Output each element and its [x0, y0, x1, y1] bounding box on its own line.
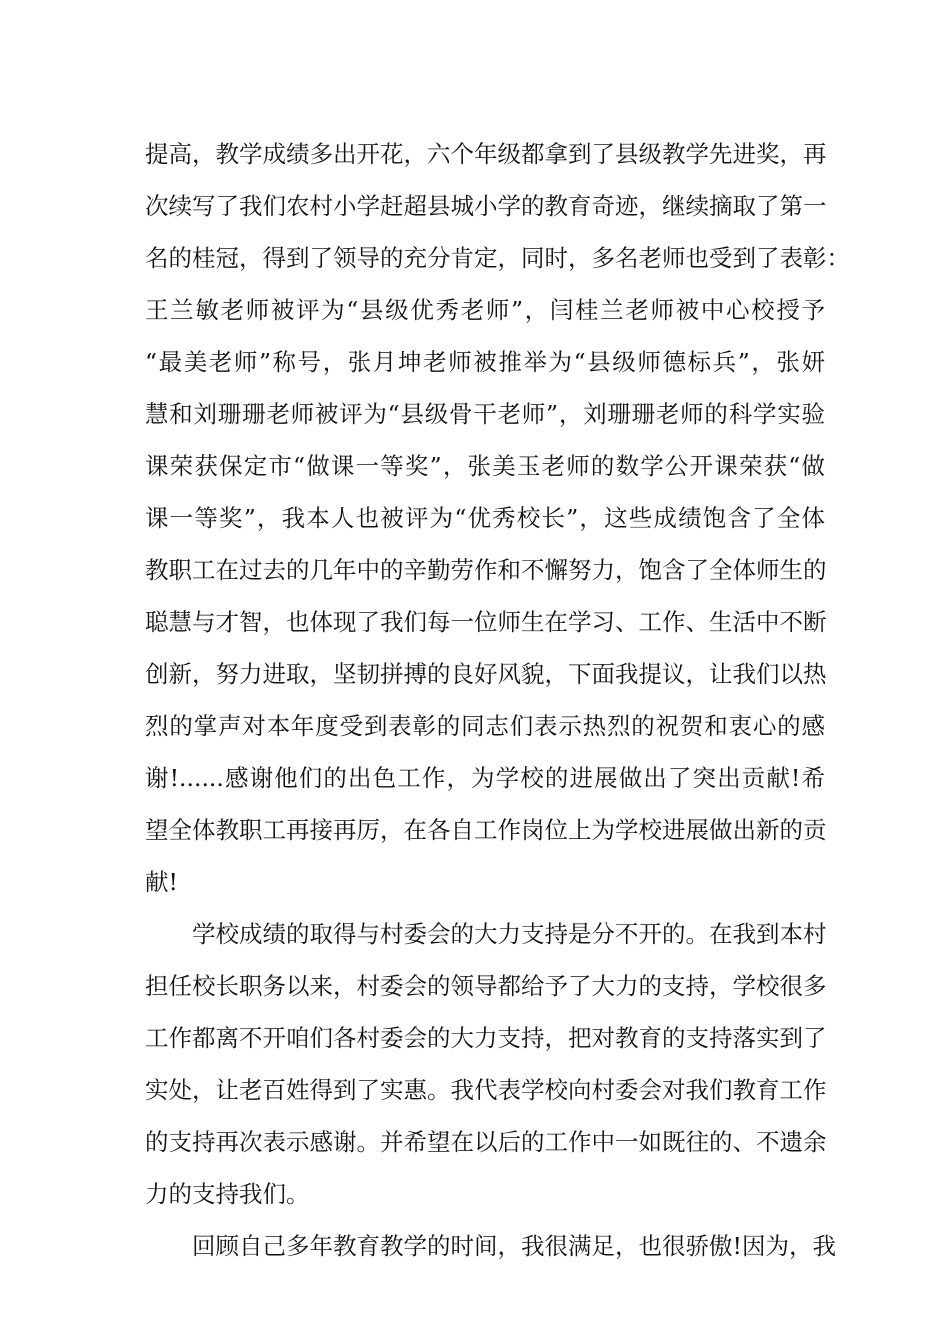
text-line: 教职工在过去的几年中的辛勤劳作和不懈努力，饱含了全体师生的	[145, 556, 827, 584]
text-line: 课一等奖”，我本人也被评为“优秀校长”，这些成绩饱含了全体	[145, 504, 825, 532]
text-line: 烈的掌声对本年度受到表彰的同志们表示热烈的祝贺和衷心的感	[145, 712, 825, 740]
paragraph-first-line: 回顾自己多年教育教学的时间，我很满足，也很骄傲!因为，我	[192, 1232, 836, 1260]
text-line: 创新，努力进取，坚韧拼搏的良好风貌，下面我提议，让我们以热	[145, 660, 827, 688]
text-line: 担任校长职务以来，村委会的领导都给予了大力的支持，学校很多	[145, 972, 827, 1000]
text-line: 课荣获保定市“做课一等奖”，张美玉老师的数学公开课荣获“做	[145, 452, 825, 480]
text-line: 谢!......感谢他们的出色工作，为学校的进展做出了突出贡献!希	[145, 764, 825, 792]
text-line: 聪慧与才智，也体现了我们每一位师生在学习、工作、生活中不断	[145, 608, 827, 636]
text-line: 献!	[145, 868, 178, 896]
text-line: 次续写了我们农村小学赶超县城小学的教育奇迹，继续摘取了第一	[145, 192, 827, 220]
body-text	[145, 128, 850, 1272]
text-line: 名的桂冠，得到了领导的充分肯定，同时，多名老师也受到了表彰：	[145, 244, 850, 272]
text-line: 实处，让老百姓得到了实惠。我代表学校向村委会对我们教育工作	[145, 1076, 827, 1104]
text-line: 提高，教学成绩多出开花，六个年级都拿到了县级教学先进奖，再	[145, 140, 827, 168]
text-line: 力的支持我们。	[145, 1180, 310, 1208]
text-line: 工作都离不开咱们各村委会的大力支持，把对教育的支持落实到了	[145, 1024, 827, 1052]
text-line: 的支持再次表示感谢。并希望在以后的工作中一如既往的、不遗余	[145, 1128, 827, 1156]
text-line: 慧和刘珊珊老师被评为“县级骨干老师”，刘珊珊老师的科学实验	[145, 400, 825, 428]
paragraph-first-line: 学校成绩的取得与村委会的大力支持是分不开的。在我到本村	[192, 920, 827, 948]
text-line: 王兰敏老师被评为“县级优秀老师”，闫桂兰老师被中心校授予	[145, 296, 825, 324]
text-line: “最美老师”称号，张月坤老师被推举为“县级师德标兵”，张妍	[145, 348, 825, 376]
text-line: 望全体教职工再接再厉，在各自工作岗位上为学校进展做出新的贡	[145, 816, 827, 844]
